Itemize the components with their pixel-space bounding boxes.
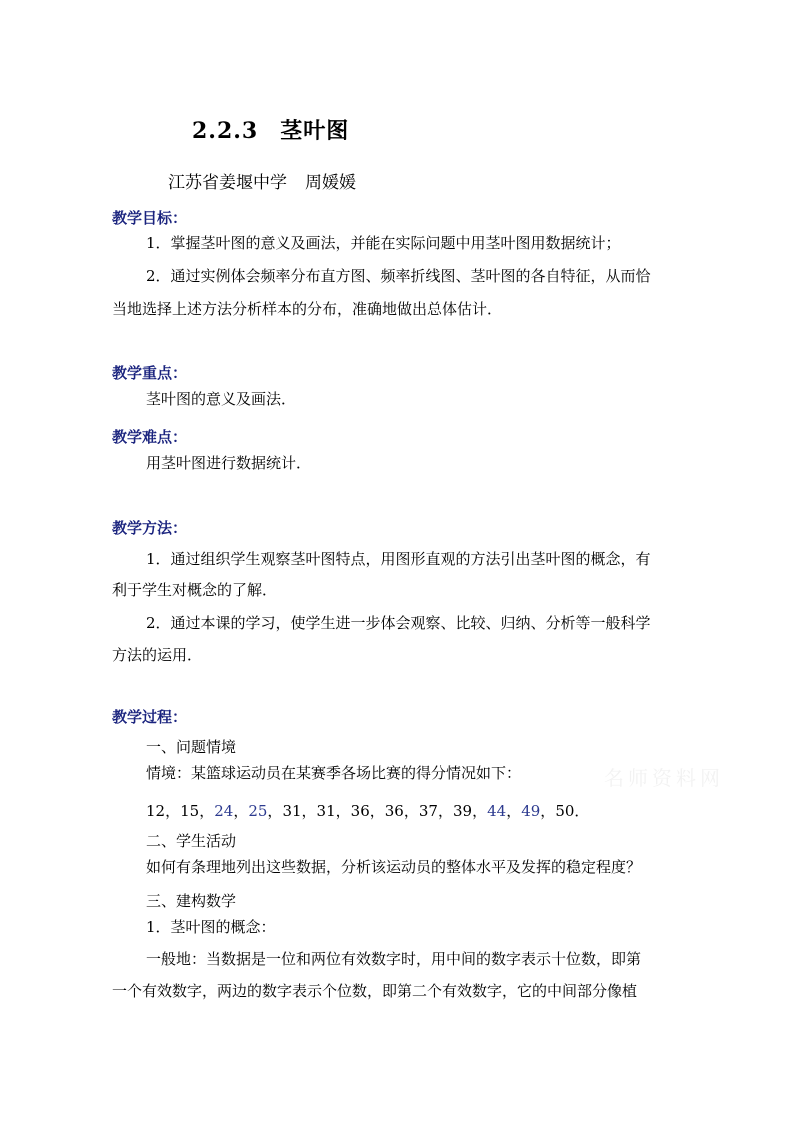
process-heading: 教学过程： [112, 708, 188, 726]
score-separator: ， [301, 802, 317, 820]
objective-item-1: 1．掌握茎叶图的意义及画法，并能在实际问题中用茎叶图用数据统计； [146, 234, 621, 252]
score-separator: ， [369, 802, 385, 820]
score-value: 49 [521, 802, 541, 820]
process-section-1: 一、问题情境 [146, 738, 237, 756]
watermark-text: 名师资料网 [604, 766, 724, 790]
method-item-1-line-2: 利于学生对概念的了解． [112, 581, 278, 599]
score-separator: ， [437, 802, 453, 820]
concept-line-2: 一个有效数字，两边的数字表示个位数，即第二个有效数字，它的中间部分像植 [112, 982, 638, 1000]
score-separator: ， [267, 802, 283, 820]
score-separator: ， [540, 802, 556, 820]
score-value: 25 [248, 802, 268, 820]
method-item-2-line-2: 方法的运用． [112, 646, 203, 664]
method-item-1-line-1: 1．通过组织学生观察茎叶图特点，用图形直观的方法引出茎叶图的概念，有 [146, 550, 651, 568]
key-points-text: 茎叶图的意义及画法． [146, 390, 297, 408]
score-value: 36 [384, 802, 404, 820]
author-name: 周媛媛 [305, 173, 356, 193]
method-item-2-line-1: 2．通过本课的学习，使学生进一步体会观察、比较、归纳、分析等一般科学 [146, 614, 651, 632]
score-separator: ， [506, 802, 522, 820]
objective-item-2-line-2: 当地选择上述方法分析样本的分布，准确地做出总体估计． [112, 300, 503, 318]
objectives-heading: 教学目标： [112, 209, 188, 227]
score-separator: ， [472, 802, 488, 820]
title-text: 茎叶图 [280, 118, 350, 144]
score-separator: ． [574, 802, 590, 820]
situation-text: 情境：某篮球运动员在某赛季各场比赛的得分情况如下： [146, 764, 522, 782]
score-value: 36 [350, 802, 370, 820]
key-points-heading: 教学重点： [112, 364, 188, 382]
page-title [192, 114, 349, 145]
score-value: 31 [282, 802, 302, 820]
process-section-2: 二、学生活动 [146, 832, 237, 850]
methods-heading: 教学方法： [112, 519, 188, 537]
process-section-3: 三、建构数学 [146, 892, 237, 910]
difficulties-heading: 教学难点： [112, 428, 188, 446]
score-value: 37 [418, 802, 438, 820]
title-number: 2.2.3 [192, 118, 259, 144]
score-value: 24 [214, 802, 234, 820]
concept-title: 1．茎叶图的概念： [146, 918, 276, 936]
author-school: 江苏省姜堰中学 [168, 173, 287, 193]
score-value: 15 [180, 802, 200, 820]
score-separator: ， [403, 802, 419, 820]
difficulties-text: 用茎叶图进行数据统计． [146, 454, 312, 472]
score-separator: ， [199, 802, 215, 820]
score-value: 44 [487, 802, 507, 820]
score-value: 12 [146, 802, 166, 820]
score-value: 31 [316, 802, 336, 820]
score-value: 50 [555, 802, 575, 820]
question-text: 如何有条理地列出这些数据，分析该运动员的整体水平及发挥的稳定程度？ [146, 858, 642, 876]
score-value: 39 [452, 802, 473, 820]
objective-item-2-line-1: 2．通过实例体会频率分布直方图、频率折线图、茎叶图的各自特征，从而恰 [146, 267, 651, 285]
author-line [168, 168, 356, 193]
score-list [146, 800, 589, 821]
score-separator: ， [165, 802, 181, 820]
score-separator: ， [335, 802, 351, 820]
concept-line-1: 一般地：当数据是一位和两位有效数字时，用中间的数字表示十位数，即第 [146, 950, 642, 968]
score-separator: ， [233, 802, 249, 820]
